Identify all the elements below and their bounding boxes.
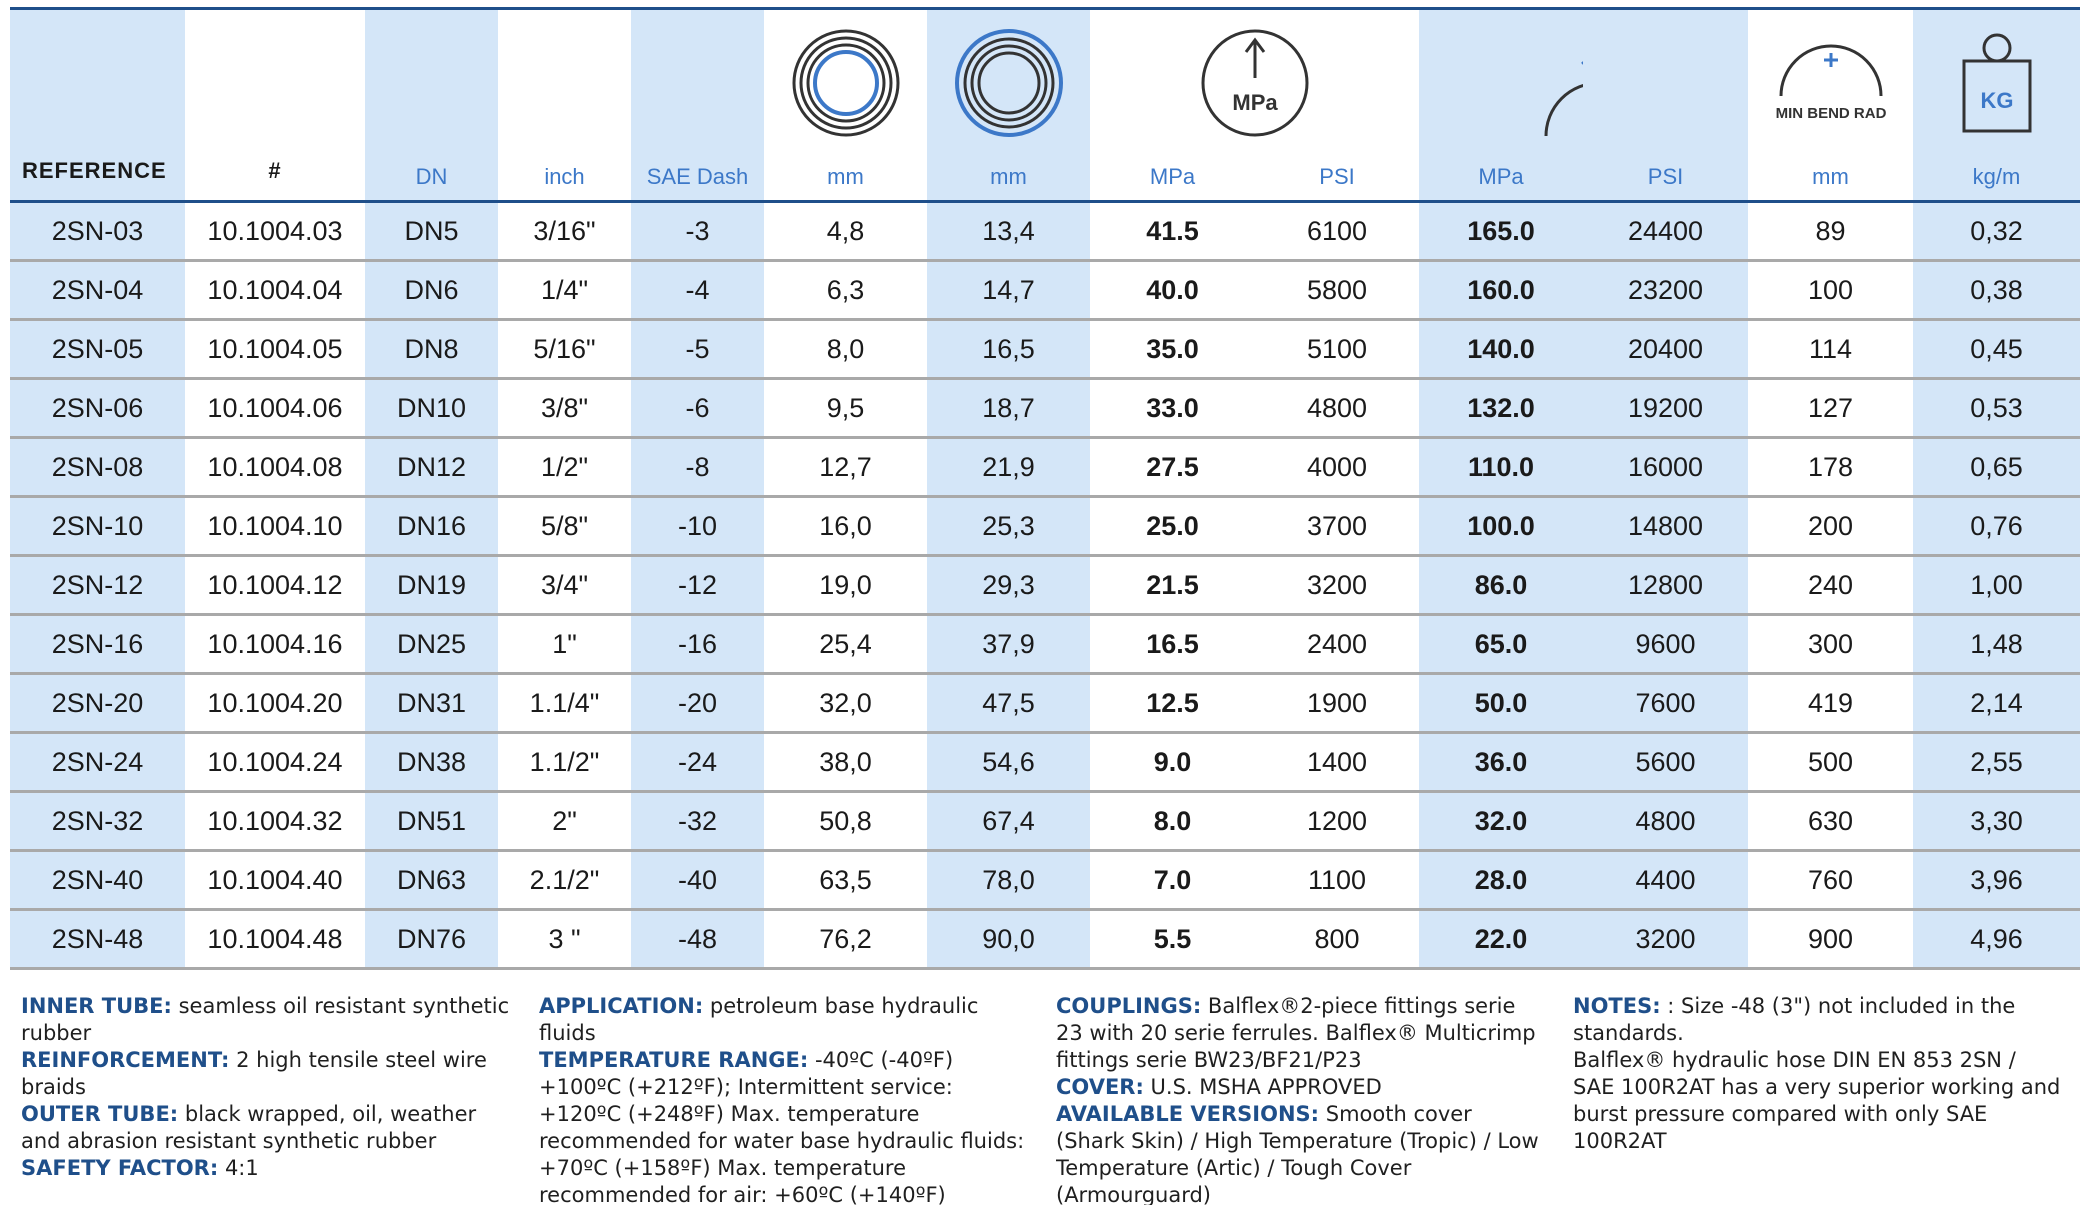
cell-bend-radius: 630 <box>1748 792 1913 851</box>
col-bp-psi <box>1583 9 1748 202</box>
versions-value: Smooth cover (Shark Skin) / High Temperature (Tropic) / Low Temperature (Artic) / Tough Cover (Armourguard) <box>1056 1102 1539 1205</box>
hose-id-icon <box>764 28 927 143</box>
cell-inch: 3/8" <box>498 379 631 438</box>
cell-outer-diameter: 16,5 <box>927 320 1090 379</box>
cell-dn: DN12 <box>365 438 498 497</box>
cell-dn: DN6 <box>365 261 498 320</box>
header-reference: REFERENCE <box>22 158 167 183</box>
cell-sae-dash: -40 <box>631 851 764 910</box>
cell-weight: 0,76 <box>1913 497 2080 556</box>
cell-inch: 3/16" <box>498 202 631 261</box>
col-number <box>185 9 365 202</box>
inner-tube-key: INNER TUBE: <box>21 994 172 1018</box>
cell-sae-dash: -5 <box>631 320 764 379</box>
cell-dn: DN25 <box>365 615 498 674</box>
header-wp-mpa: MPa <box>1149 164 1196 189</box>
header-bp-mpa: MPa <box>1478 164 1524 189</box>
header-id-mm: mm <box>827 164 864 189</box>
header-bp-psi: PSI <box>1647 164 1684 189</box>
table-body <box>10 202 2080 969</box>
cell-wp-psi: 4800 <box>1255 379 1419 438</box>
cell-number: 10.1004.48 <box>185 910 365 969</box>
notes-extra: Balflex® hydraulic hose DIN EN 853 2SN / SAE 100R2AT has a very superior working and burst pressure compared with only SAE 100R2AT <box>1573 1048 2061 1153</box>
cell-bend-radius: 300 <box>1748 615 1913 674</box>
cell-wp-psi: 1200 <box>1255 792 1419 851</box>
cell-sae-dash: -16 <box>631 615 764 674</box>
cell-weight: 0,45 <box>1913 320 2080 379</box>
cell-bp-psi: 12800 <box>1583 556 1748 615</box>
cell-bend-radius: 100 <box>1748 261 1913 320</box>
cell-bend-radius: 200 <box>1748 497 1913 556</box>
icon-kg-label: KG <box>1980 88 2013 113</box>
cell-inner-diameter: 63,5 <box>764 851 927 910</box>
cell-weight: 1,48 <box>1913 615 2080 674</box>
temperature-key: TEMPERATURE RANGE: <box>539 1048 809 1072</box>
cell-wp-mpa: 41.5 <box>1090 202 1255 261</box>
cell-reference: 2SN-16 <box>10 615 185 674</box>
cell-inner-diameter: 76,2 <box>764 910 927 969</box>
cell-number: 10.1004.05 <box>185 320 365 379</box>
cell-wp-psi: 4000 <box>1255 438 1419 497</box>
cell-reference: 2SN-32 <box>10 792 185 851</box>
cell-sae-dash: -4 <box>631 261 764 320</box>
cell-sae-dash: -20 <box>631 674 764 733</box>
cell-weight: 1,00 <box>1913 556 2080 615</box>
cell-inch: 1/4" <box>498 261 631 320</box>
cell-bend-radius: 500 <box>1748 733 1913 792</box>
cell-outer-diameter: 29,3 <box>927 556 1090 615</box>
col-outer-diameter <box>927 9 1090 202</box>
table-row <box>10 320 2080 379</box>
notes-column-4 <box>1573 993 2063 1205</box>
table-row <box>10 202 2080 261</box>
table-row <box>10 379 2080 438</box>
table-row <box>10 556 2080 615</box>
table-row <box>10 851 2080 910</box>
table-row <box>10 733 2080 792</box>
cell-dn: DN38 <box>365 733 498 792</box>
cell-bp-psi: 4800 <box>1583 792 1748 851</box>
cell-inch: 2" <box>498 792 631 851</box>
cell-number: 10.1004.20 <box>185 674 365 733</box>
header-row <box>10 9 2080 202</box>
cell-number: 10.1004.10 <box>185 497 365 556</box>
application-key: APPLICATION: <box>539 994 704 1018</box>
cell-reference: 2SN-20 <box>10 674 185 733</box>
col-wp-psi <box>1255 9 1419 202</box>
cell-weight: 0,32 <box>1913 202 2080 261</box>
cell-wp-mpa: 21.5 <box>1090 556 1255 615</box>
notes-column-3 <box>1056 993 1546 1205</box>
cell-reference: 2SN-05 <box>10 320 185 379</box>
cell-reference: 2SN-48 <box>10 910 185 969</box>
cell-number: 10.1004.32 <box>185 792 365 851</box>
cell-bp-psi: 9600 <box>1583 615 1748 674</box>
cell-wp-psi: 3700 <box>1255 497 1419 556</box>
col-dn <box>365 9 498 202</box>
cell-dn: DN63 <box>365 851 498 910</box>
cell-reference: 2SN-08 <box>10 438 185 497</box>
cell-sae-dash: -8 <box>631 438 764 497</box>
cell-wp-mpa: 7.0 <box>1090 851 1255 910</box>
inner-tube-value: seamless oil resistant synthetic rubber <box>21 994 510 1045</box>
cell-wp-mpa: 33.0 <box>1090 379 1255 438</box>
cell-bp-psi: 20400 <box>1583 320 1748 379</box>
notes-value: : Size -48 (3") not included in the standards. <box>1573 994 2016 1045</box>
cell-outer-diameter: 67,4 <box>927 792 1090 851</box>
cell-inch: 1" <box>498 615 631 674</box>
safety-factor-value: 4:1 <box>218 1156 259 1180</box>
cell-wp-psi: 800 <box>1255 910 1419 969</box>
col-reference <box>10 9 185 202</box>
col-bp-mpa <box>1419 9 1583 202</box>
cell-bp-mpa: 86.0 <box>1419 556 1583 615</box>
table-row <box>10 438 2080 497</box>
hose-spec-table <box>10 7 2080 970</box>
cell-inner-diameter: 9,5 <box>764 379 927 438</box>
reinforcement-key: REINFORCEMENT: <box>21 1048 230 1072</box>
cell-weight: 0,53 <box>1913 379 2080 438</box>
cell-number: 10.1004.06 <box>185 379 365 438</box>
cell-inch: 2.1/2" <box>498 851 631 910</box>
cell-weight: 0,38 <box>1913 261 2080 320</box>
cell-dn: DN8 <box>365 320 498 379</box>
col-sae-dash <box>631 9 764 202</box>
table-row <box>10 792 2080 851</box>
cell-dn: DN10 <box>365 379 498 438</box>
header-wp-psi: PSI <box>1319 164 1355 189</box>
cell-outer-diameter: 54,6 <box>927 733 1090 792</box>
cell-number: 10.1004.08 <box>185 438 365 497</box>
outer-tube-key: OUTER TUBE: <box>21 1102 179 1126</box>
cell-wp-psi: 5800 <box>1255 261 1419 320</box>
outer-tube-value: black wrapped, oil, weather and abrasion resistant synthetic rubber <box>21 1102 477 1153</box>
cell-bp-mpa: 22.0 <box>1419 910 1583 969</box>
cell-bp-mpa: 132.0 <box>1419 379 1583 438</box>
cell-outer-diameter: 13,4 <box>927 202 1090 261</box>
cell-inner-diameter: 16,0 <box>764 497 927 556</box>
application-value: petroleum base hydraulic fluids <box>539 994 979 1045</box>
cell-reference: 2SN-40 <box>10 851 185 910</box>
col-inner-diameter <box>764 9 927 202</box>
header-number: # <box>268 158 282 183</box>
cover-key: COVER: <box>1056 1075 1144 1099</box>
table-row <box>10 615 2080 674</box>
cell-bp-mpa: 65.0 <box>1419 615 1583 674</box>
cell-number: 10.1004.12 <box>185 556 365 615</box>
cell-dn: DN76 <box>365 910 498 969</box>
cell-inch: 5/16" <box>498 320 631 379</box>
versions-key: AVAILABLE VERSIONS: <box>1056 1102 1320 1126</box>
table-row <box>10 261 2080 320</box>
col-weight <box>1913 9 2080 202</box>
cell-outer-diameter: 14,7 <box>927 261 1090 320</box>
header-bend-mm: mm <box>1812 164 1849 189</box>
cell-bp-psi: 4400 <box>1583 851 1748 910</box>
cell-dn: DN16 <box>365 497 498 556</box>
cell-inner-diameter: 19,0 <box>764 556 927 615</box>
cell-wp-psi: 1400 <box>1255 733 1419 792</box>
cell-wp-mpa: 27.5 <box>1090 438 1255 497</box>
icon-mpa-label: MPa <box>1232 90 1278 115</box>
cell-reference: 2SN-10 <box>10 497 185 556</box>
cell-reference: 2SN-12 <box>10 556 185 615</box>
cell-wp-mpa: 40.0 <box>1090 261 1255 320</box>
cell-outer-diameter: 37,9 <box>927 615 1090 674</box>
cell-wp-mpa: 16.5 <box>1090 615 1255 674</box>
cover-value: U.S. MSHA APPROVED <box>1143 1075 1382 1099</box>
cell-dn: DN31 <box>365 674 498 733</box>
cell-bend-radius: 127 <box>1748 379 1913 438</box>
couplings-key: COUPLINGS: <box>1056 994 1202 1018</box>
cell-bp-mpa: 50.0 <box>1419 674 1583 733</box>
cell-bp-mpa: 32.0 <box>1419 792 1583 851</box>
cell-sae-dash: -32 <box>631 792 764 851</box>
cell-wp-psi: 6100 <box>1255 202 1419 261</box>
cell-weight: 0,65 <box>1913 438 2080 497</box>
cell-reference: 2SN-06 <box>10 379 185 438</box>
cell-sae-dash: -3 <box>631 202 764 261</box>
cell-bp-psi: 16000 <box>1583 438 1748 497</box>
header-sae-dash: SAE Dash <box>646 164 749 189</box>
cell-sae-dash: -10 <box>631 497 764 556</box>
cell-wp-psi: 1100 <box>1255 851 1419 910</box>
cell-bend-radius: 89 <box>1748 202 1913 261</box>
cell-weight: 2,55 <box>1913 733 2080 792</box>
weight-icon <box>1913 28 2080 143</box>
cell-sae-dash: -12 <box>631 556 764 615</box>
col-bend-radius <box>1748 9 1913 202</box>
icon-bend-label: MIN BEND RAD <box>1775 105 1886 122</box>
cell-bend-radius: 900 <box>1748 910 1913 969</box>
cell-wp-psi: 3200 <box>1255 556 1419 615</box>
cell-wp-psi: 2400 <box>1255 615 1419 674</box>
table-row <box>10 910 2080 969</box>
cell-number: 10.1004.03 <box>185 202 365 261</box>
cell-inner-diameter: 50,8 <box>764 792 927 851</box>
cell-inch: 3/4" <box>498 556 631 615</box>
cell-sae-dash: -24 <box>631 733 764 792</box>
notes-column-1 <box>21 993 511 1205</box>
cell-outer-diameter: 25,3 <box>927 497 1090 556</box>
cell-bp-psi: 5600 <box>1583 733 1748 792</box>
cell-wp-mpa: 35.0 <box>1090 320 1255 379</box>
reinforcement-value: 2 high tensile steel wire braids <box>21 1048 487 1099</box>
cell-inch: 1.1/2" <box>498 733 631 792</box>
cell-outer-diameter: 18,7 <box>927 379 1090 438</box>
temperature-value: -40ºC (-40ºF) +100ºC (+212ºF); Intermittent service: +120ºC (+248ºF) Max. temperature recommended for water base hydraulic fluids: +70ºC (+158ºF) Max. temperature recommended for air: +60ºC (+140ºF) <box>539 1048 1025 1205</box>
cell-inch: 1/2" <box>498 438 631 497</box>
cell-inner-diameter: 32,0 <box>764 674 927 733</box>
cell-bp-mpa: 28.0 <box>1419 851 1583 910</box>
table-row <box>10 674 2080 733</box>
cell-wp-psi: 5100 <box>1255 320 1419 379</box>
cell-inch: 1.1/4" <box>498 674 631 733</box>
cell-wp-mpa: 5.5 <box>1090 910 1255 969</box>
cell-dn: DN5 <box>365 202 498 261</box>
cell-inner-diameter: 4,8 <box>764 202 927 261</box>
cell-bend-radius: 760 <box>1748 851 1913 910</box>
cell-dn: DN51 <box>365 792 498 851</box>
cell-outer-diameter: 47,5 <box>927 674 1090 733</box>
cell-sae-dash: -48 <box>631 910 764 969</box>
cell-bend-radius: 114 <box>1748 320 1913 379</box>
cell-inner-diameter: 8,0 <box>764 320 927 379</box>
cell-wp-mpa: 25.0 <box>1090 497 1255 556</box>
cell-wp-mpa: 12.5 <box>1090 674 1255 733</box>
couplings-value: Balflex®2-piece fittings serie 23 with 20 serie ferrules. Balflex® Multicrimp fittings serie BW23/BF21/P23 <box>1056 994 1536 1072</box>
header-dn: DN <box>415 164 448 189</box>
cell-sae-dash: -6 <box>631 379 764 438</box>
cell-number: 10.1004.16 <box>185 615 365 674</box>
cell-weight: 3,30 <box>1913 792 2080 851</box>
notes-key: NOTES: <box>1573 994 1661 1018</box>
safety-factor-key: SAFETY FACTOR: <box>21 1156 219 1180</box>
cell-number: 10.1004.04 <box>185 261 365 320</box>
cell-bend-radius: 419 <box>1748 674 1913 733</box>
cell-wp-psi: 1900 <box>1255 674 1419 733</box>
cell-number: 10.1004.24 <box>185 733 365 792</box>
cell-bp-psi: 24400 <box>1583 202 1748 261</box>
cell-bp-psi: 19200 <box>1583 379 1748 438</box>
cell-inner-diameter: 25,4 <box>764 615 927 674</box>
cell-bp-psi: 7600 <box>1583 674 1748 733</box>
header-inch: inch <box>544 164 585 189</box>
cell-bp-mpa: 160.0 <box>1419 261 1583 320</box>
cell-inner-diameter: 38,0 <box>764 733 927 792</box>
cell-inch: 3 " <box>498 910 631 969</box>
col-wp-mpa <box>1090 9 1278 202</box>
table-row <box>10 497 2080 556</box>
cell-reference: 2SN-24 <box>10 733 185 792</box>
cell-weight: 4,96 <box>1913 910 2080 969</box>
notes-column-2 <box>539 993 1029 1205</box>
cell-number: 10.1004.40 <box>185 851 365 910</box>
cell-inner-diameter: 12,7 <box>764 438 927 497</box>
header-od-mm: mm <box>990 164 1027 189</box>
cell-wp-mpa: 9.0 <box>1090 733 1255 792</box>
cell-bp-mpa: 140.0 <box>1419 320 1583 379</box>
cell-reference: 2SN-03 <box>10 202 185 261</box>
cell-bp-psi: 3200 <box>1583 910 1748 969</box>
cell-reference: 2SN-04 <box>10 261 185 320</box>
cell-outer-diameter: 78,0 <box>927 851 1090 910</box>
col-inch <box>498 9 631 202</box>
cell-weight: 3,96 <box>1913 851 2080 910</box>
cell-weight: 2,14 <box>1913 674 2080 733</box>
cell-bp-mpa: 36.0 <box>1419 733 1583 792</box>
cell-inch: 5/8" <box>498 497 631 556</box>
cell-outer-diameter: 21,9 <box>927 438 1090 497</box>
hose-od-icon <box>927 28 1090 143</box>
cell-bp-psi: 23200 <box>1583 261 1748 320</box>
cell-wp-mpa: 8.0 <box>1090 792 1255 851</box>
cell-bp-mpa: 165.0 <box>1419 202 1583 261</box>
cell-dn: DN19 <box>365 556 498 615</box>
cell-inner-diameter: 6,3 <box>764 261 927 320</box>
bend-radius-icon <box>1748 28 1913 143</box>
header-weight: kg/m <box>1972 164 2021 189</box>
cell-bend-radius: 240 <box>1748 556 1913 615</box>
cell-outer-diameter: 90,0 <box>927 910 1090 969</box>
cell-bend-radius: 178 <box>1748 438 1913 497</box>
cell-bp-mpa: 110.0 <box>1419 438 1583 497</box>
cell-bp-mpa: 100.0 <box>1419 497 1583 556</box>
cell-bp-psi: 14800 <box>1583 497 1748 556</box>
